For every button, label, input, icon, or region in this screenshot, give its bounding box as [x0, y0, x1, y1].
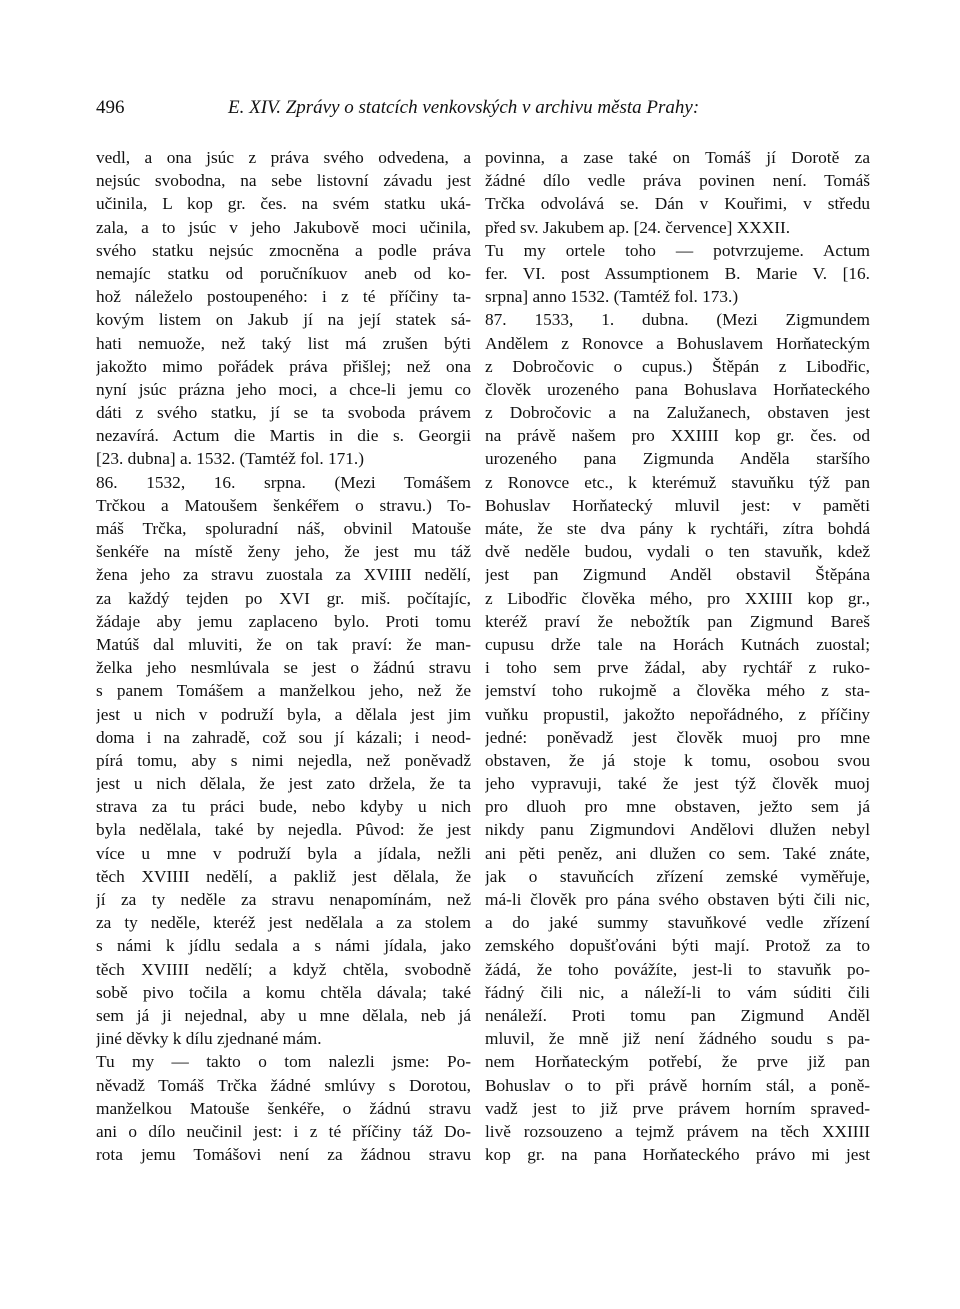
text-line: srpna] anno 1532. (Tamtéž fol. 173.) — [485, 287, 739, 307]
text-line: jeho vypravuji, také že jest týž člověk muoj — [485, 774, 870, 794]
text-line: šenkéře na místě ženy jeho, že jest mu táž — [96, 542, 471, 562]
page-header — [96, 97, 876, 127]
text-line: člověk urozeného pana Bohuslava Horňateckého — [485, 379, 870, 399]
text-line: zemského dopušťováni býti mají. Protož za to — [485, 936, 870, 956]
page-number: 496 — [96, 97, 125, 118]
text-line: z Dobročovic o cupus.) Štěpán z Libodřic, — [485, 356, 870, 376]
text-line: strava za tu práci bude, nebo kdyby u nich — [96, 797, 471, 817]
text-line: ani pěti peněz, ani dlužen co sem. Také znáte, — [485, 843, 870, 863]
text-line: z Dobročovic a na Zalužanech, obstaven jest — [485, 403, 870, 423]
text-line: jak o stavuňcích zřízení zemské vyměřuje, — [485, 866, 870, 886]
text-line: cupusu drže tale na Horách Kutnách zuostal; — [485, 634, 870, 654]
text-line: za každý tejden po XVI gr. miš. počítajíc, — [96, 588, 471, 608]
text-line: fer. VI. post Assumptionem B. Marie V. [16. — [485, 263, 870, 283]
text-line: ani o dílo neučinil jest: i z té příčiny táž Do- — [96, 1121, 471, 1141]
text-line: na právě našem pro XXIIII kop gr. čes. od — [485, 426, 870, 446]
text-line: želka jeho nesmlúvala se jest o žádnú stravu — [96, 658, 471, 678]
text-line: pírá tomu, aby s nimi nejedla, než poněvadž — [96, 750, 471, 770]
text-line: žádá, že toho povážíte, jest-li to stavuňk po- — [485, 959, 870, 979]
text-line: dvě neděle budou, vydali o ten stavuňk, kdež — [485, 542, 870, 562]
text-line: dáti z svého statku, jí se ta svoboda právem — [96, 403, 471, 423]
text-line: vuňku propustil, jakožto nepořádného, z příčiny — [485, 704, 870, 724]
text-line: pro dluoh pro mne obstaven, ježto sem já — [485, 797, 870, 817]
text-line: livě rozsouzeno a tejmž právem na těch XXIIII — [485, 1121, 870, 1141]
text-line: sobě pivo točila a komu chtěla dávala; také — [96, 982, 471, 1002]
text-line: i toho sem prve žádal, aby rychtář z ruko- — [485, 658, 870, 678]
text-line: před sv. Jakubem ap. [24. července] XXXII. — [485, 217, 791, 237]
text-line: byla nedělala, také by nejedla. Pûvod: že jest — [96, 820, 471, 840]
text-line: nem Horňateckým potřebí, že prve již pan — [485, 1052, 870, 1072]
text-line: Trčkou a Matoušem šenkéřem o stravu.) To- — [96, 495, 471, 515]
text-line: vadž jest to již prve právem horním spraved- — [485, 1098, 870, 1118]
text-line: učinila, L kop gr. čes. na svém statku uká- — [96, 194, 471, 214]
text-line: povinna, a zase také on Tomáš jí Dorotě za — [485, 148, 870, 167]
text-line: Tu my — takto o tom nalezli jsme: Po- — [96, 1052, 471, 1072]
text-line: těch XVIIII nedělí, a pakliž jest dělala, že — [96, 866, 471, 886]
text-line: 87. 1533, 1. dubna. (Mezi Zigmundem — [485, 310, 870, 330]
text-line: žádné dílo vedle práva povinen není. Tomáš — [485, 171, 870, 191]
text-line: Tu my ortele toho — potvrzujeme. Actum — [485, 240, 870, 260]
text-line: jakožto mimo pořádek práva přišlej; než ona — [96, 356, 471, 376]
text-line: manželkou Matouše šenkéře, o žádnú stravu — [96, 1098, 471, 1118]
text-line: Andělem z Ronovce a Bohuslavem Horňateckým — [485, 333, 870, 353]
text-line: nejsúc svobodna, na sebe listovní závadu jest — [96, 171, 471, 191]
text-line: více u mne v podruží byla a jídala, nežli — [96, 843, 471, 863]
text-line: nyní jsúc prázna jeho moci, a chce-li jemu co — [96, 379, 471, 399]
text-line: hati nemuože, než taký list má zrušen býti — [96, 333, 471, 353]
text-line: jí za ty neděle za stravu nenapomínám, než — [96, 890, 471, 909]
text-line: nikdy panu Zigmundovi Andělovi dlužen nebyl — [485, 820, 870, 840]
text-line: něvadž Tomáš Trčka žádné smlúvy s Dorotou, — [96, 1075, 471, 1095]
text-line: z Libodřic člověka mého, pro XXIIII kop gr., — [485, 588, 870, 608]
text-line: Bohuslav o to při právě horním stál, a poně- — [485, 1075, 870, 1095]
text-line: jest u nich v podruží byla, a dělala jest jim — [96, 704, 471, 724]
text-line: nenáleží. Proti tomu pan Zigmund Anděl — [485, 1005, 870, 1025]
text-line: urozeného pana Zigmunda Anděla staršího — [485, 449, 870, 469]
text-line: vedl, a ona jsúc z práva svého odvedena, a — [96, 148, 471, 167]
text-line: žena jeho za stravu zuostala za XVIIII nedělí, — [96, 565, 471, 585]
text-line: a do jaké summy stavuňkové vedle zřízení — [485, 913, 870, 933]
text-line: s námi k jídlu sedala a s námi jídala, jako — [96, 936, 471, 956]
left-text-column — [96, 146, 471, 1166]
text-line: nezavírá. Actum die Martis in die s. Georgii — [96, 426, 471, 446]
text-line: rota jemu Tomášovi není za žádnou stravu — [96, 1145, 471, 1165]
text-line: kop gr. na pana Horňateckého právo mi jest — [485, 1145, 870, 1165]
text-line: kovým listem on Jakub jí na její statek sá- — [96, 310, 471, 330]
text-line: svého statku nejsúc zmocněna a podle práva — [96, 240, 471, 260]
text-line: zala, a to jsúc v jeho Jakubově moci učinila, — [96, 217, 471, 237]
text-line: sem já ji nejednal, aby u mne dělala, neb já — [96, 1005, 471, 1025]
text-line: žádaje aby jemu zaplaceno bylo. Proti tomu — [96, 611, 471, 631]
text-line: jest pan Zigmund Anděl obstavil Štěpána — [485, 565, 870, 585]
text-line: obstaven, že já stoje k tomu, osobou svou — [485, 750, 870, 770]
text-line: mluvil, že mně již není žádného soudu s pa- — [485, 1029, 870, 1049]
text-line: jest u nich dělala, že jest zato držela, že ta — [96, 774, 471, 794]
text-line: má-li člověk pro pána svého obstaven býti čili nic, — [485, 890, 870, 909]
right-text-column — [485, 146, 870, 1166]
text-line: jedné: poněvadž jest člověk muoj pro mne — [485, 727, 870, 747]
text-line: Trčka odvolává se. Dán v Kouřimi, v středu — [485, 194, 870, 214]
text-line: za ty neděle, kteréž jest nedělala a za stolem — [96, 913, 471, 933]
text-line: těch XVIIII nedělí; a když chtěla, svobodně — [96, 959, 471, 979]
text-line: s panem Tomášem a manželkou jeho, než že — [96, 681, 471, 701]
text-line: máte, že ste dva pány k rychtáři, zítra bohdá — [485, 519, 870, 538]
text-line: nemajíc statku od poručníkuov aneb od ko- — [96, 263, 471, 283]
text-line: řádný čili nic, a náleží-li to vám súditi čili — [485, 982, 870, 1002]
text-line: Bohuslav Horňatecký mluvil jest: v paměti — [485, 495, 870, 515]
text-line: 86. 1532, 16. srpna. (Mezi Tomášem — [96, 472, 471, 492]
text-line: máš Trčka, spoluradní náš, obvinil Matouše — [96, 519, 471, 538]
text-line: hož náleželo postoupeného: i z té příčiny ta- — [96, 287, 471, 307]
text-line: z Ronovce etc., k kterémuž stavuňku týž pan — [485, 472, 870, 492]
running-title: E. XIV. Zprávy o statcích venkovských v archivu města Prahy: — [228, 97, 700, 118]
text-line: jemství toho rukojmě a člověka mého z sta- — [485, 681, 870, 701]
text-line: jiné děvky k dílu zjednané mám. — [96, 1029, 322, 1049]
text-line: [23. dubna] a. 1532. (Tamtéž fol. 171.) — [96, 449, 365, 469]
text-line: kteréž praví že nebožtík pan Zigmund Bareš — [485, 611, 870, 631]
text-line: Matúš dal mluviti, že on tak praví: že man- — [96, 634, 471, 654]
text-line: doma i na zahradě, což sou jí kázali; i neod- — [96, 727, 471, 747]
